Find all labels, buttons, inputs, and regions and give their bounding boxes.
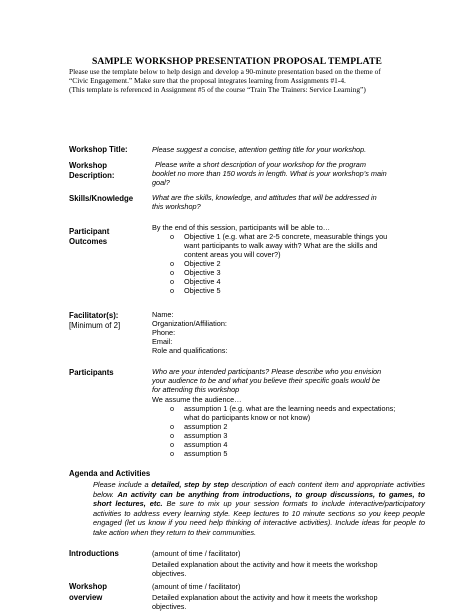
outcome-objective-3 (170, 268, 221, 277)
workshop-overview-detail-2: objectives. (152, 602, 187, 611)
bullet-icon: o (170, 431, 175, 440)
assumption-4-text: assumption 4 (184, 440, 228, 449)
introductions-detail-2: objectives. (152, 569, 187, 578)
skills-text-1: What are the skills, knowledge, and attitudes that will be addressed in (152, 193, 377, 202)
assumption-1 (170, 404, 395, 413)
bullet-icon: o (170, 422, 175, 431)
participant-outcomes-label-1: Participant (69, 227, 110, 236)
facilitator-role-field: Role and qualifications: (152, 346, 228, 355)
outcome-objective-1 (170, 232, 387, 241)
objective-1-line-2: want participants to walk away with? What are the skills and (184, 241, 378, 250)
agenda-instructions (93, 480, 425, 538)
workshop-description-text-3: goal? (152, 178, 170, 187)
outcome-objective-5 (170, 286, 221, 295)
workshop-title-label: Workshop Title: (69, 145, 128, 154)
facilitator-name-field: Name: (152, 310, 174, 319)
skills-text-2: this workshop? (152, 202, 201, 211)
workshop-overview-label-2: overview (69, 593, 103, 602)
participant-outcomes-label-2: Outcomes (69, 237, 108, 246)
participants-text-2: your audience to be and what you believe their specific goals would be (152, 376, 380, 385)
outcome-objective-2 (170, 259, 221, 268)
agenda-text-1: Please include a (93, 480, 152, 489)
objective-1-line-3: content areas you will cover?) (184, 250, 281, 259)
agenda-emphasis-2: An activity can be anything from introductions, to group discussions, to games, to short lectures, etc. (93, 489, 426, 509)
objective-3-text: Objective 3 (184, 268, 221, 277)
bullet-icon: o (170, 277, 175, 286)
workshop-overview-label-1: Workshop (69, 582, 107, 591)
outcome-objective-4 (170, 277, 221, 286)
agenda-text-3: Be sure to mix up your session formats to include interactive/participatory activities to address every learning style. Keep lectures to 10 minute sections so you keep people engaged (let us know if you need help thinking of interactive activities). Include ideas for people to take action when they return to their communities. (93, 499, 425, 537)
workshop-description-label-2: Description: (69, 171, 115, 180)
facilitators-label: Facilitator(s): (69, 311, 119, 320)
workshop-description-label-1: Workshop (69, 161, 107, 170)
facilitator-email-field: Email: (152, 337, 173, 346)
bullet-icon: o (170, 449, 175, 458)
objective-2-text: Objective 2 (184, 259, 221, 268)
bullet-icon: o (170, 268, 175, 277)
introductions-label: Introductions (69, 549, 119, 558)
facilitator-organization-field: Organization/Affiliation: (152, 319, 227, 328)
bullet-icon: o (170, 404, 175, 413)
objective-5-text: Objective 5 (184, 286, 221, 295)
assumption-5 (170, 449, 227, 458)
workshop-description-text-1: Please write a short description of your workshop for the program (155, 160, 366, 169)
participants-label: Participants (69, 368, 114, 377)
intro-line-2: “Civic Engagement.” Make sure that the proposal integrates learning from Assignments #1-4. (69, 76, 346, 85)
intro-line-1: Please use the template below to help design and develop a 90-minute presentation based on the theme of (69, 67, 381, 76)
assumption-1-line-1: assumption 1 (e.g. what are the learning needs and expectations; (184, 404, 396, 413)
assumption-5-text: assumption 5 (184, 449, 228, 458)
bullet-icon: o (170, 286, 175, 295)
participants-lead: We assume the audience… (152, 395, 242, 404)
objective-4-text: Objective 4 (184, 277, 221, 286)
assumption-4 (170, 440, 227, 449)
skills-label: Skills/Knowledge (69, 194, 134, 203)
workshop-overview-detail-1: Detailed explanation about the activity and how it meets the workshop (152, 593, 378, 602)
bullet-icon: o (170, 440, 175, 449)
bullet-icon: o (170, 259, 175, 268)
agenda-text-2: description of each content item and appropriate activities below. (93, 480, 426, 499)
assumption-1-line-2: what do participants know or not know) (184, 413, 311, 422)
assumption-2 (170, 422, 227, 431)
introductions-detail-1: Detailed explanation about the activity and how it meets the workshop (152, 560, 378, 569)
workshop-title-text: Please suggest a concise, attention getting title for your workshop. (152, 145, 367, 154)
facilitators-minimum: [Minimum of 2] (69, 321, 121, 330)
workshop-description-text-2: booklet no more than 150 words in length. What is your workshop’s main (152, 169, 387, 178)
page-title: SAMPLE WORKSHOP PRESENTATION PROPOSAL TEMPLATE (92, 56, 382, 67)
introductions-time: (amount of time / facilitator) (152, 549, 241, 558)
objective-1-line-1: Objective 1 (e.g. what are 2-5 concrete, measurable things you (184, 232, 388, 241)
bullet-icon: o (170, 232, 175, 241)
assumption-3 (170, 431, 227, 440)
intro-line-3: (This template is referenced in Assignment #5 of the course “Train The Trainers: Service Learning”) (69, 85, 366, 94)
outcomes-lead: By the end of this session, participants will be able to… (152, 223, 331, 232)
facilitator-phone-field: Phone: (152, 328, 176, 337)
assumption-3-text: assumption 3 (184, 431, 228, 440)
agenda-emphasis-1: detailed, step by step (151, 480, 229, 489)
workshop-overview-time: (amount of time / facilitator) (152, 582, 241, 591)
agenda-heading: Agenda and Activities (69, 469, 151, 478)
participants-text-3: for attending this workshop (152, 385, 240, 394)
participants-text-1: Who are your intended participants? Please describe who you envision (152, 367, 382, 376)
assumption-2-text: assumption 2 (184, 422, 228, 431)
